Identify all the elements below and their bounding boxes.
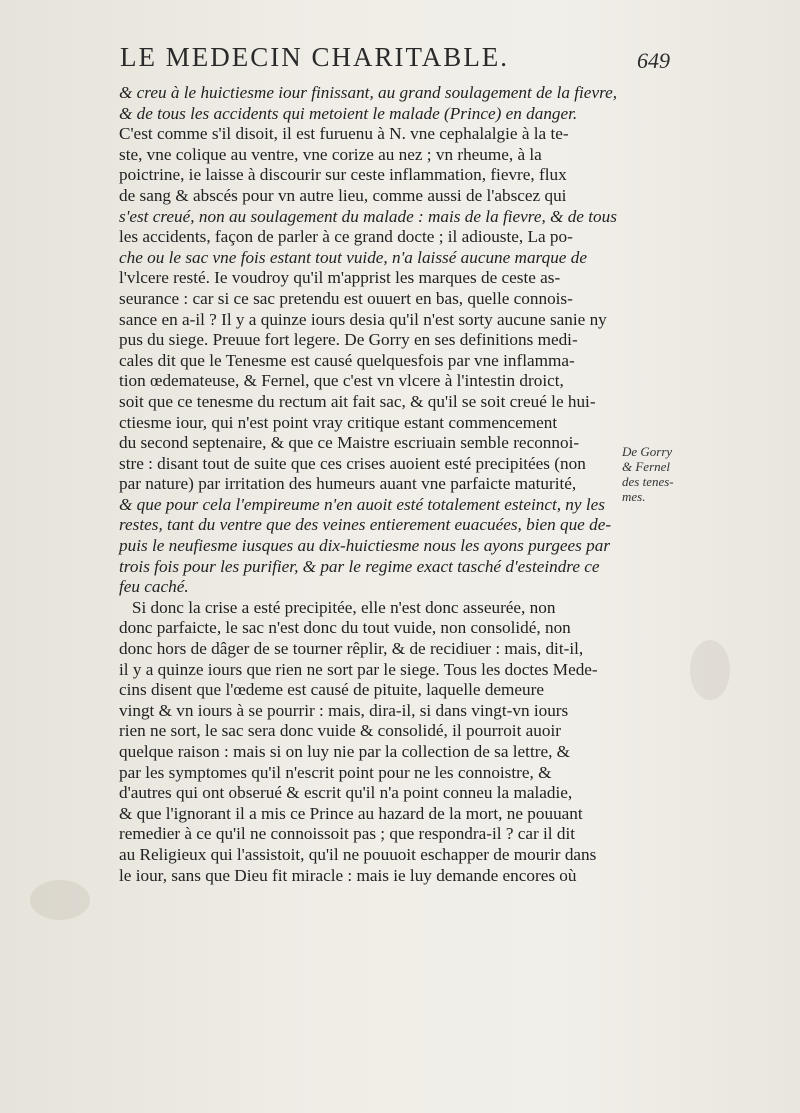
text-line: feu caché.	[119, 577, 189, 597]
text-line: du second septenaire, & que ce Maistre escriuain semble reconnoi-	[119, 433, 580, 453]
text-line: C'est comme s'il disoit, il est furuenu à N. vne cephalalgie à la te-	[119, 124, 569, 144]
text-line: au Religieux qui l'assistoit, qu'il ne pouuoit eschapper de mourir dans	[119, 844, 597, 864]
text-line: trois fois pour les purifier, & par le regime exact tasché d'esteindre ce	[119, 556, 600, 576]
text-line: pus du siege. Preuue fort legere. De Gorry en ses definitions medi-	[119, 330, 578, 350]
text-line: ste, vne colique au ventre, vne corize au nez ; vn rheume, à la	[119, 144, 542, 164]
text-line: remedier à ce qu'il ne connoissoit pas ; que respondra-il ? car il dit	[119, 824, 576, 844]
text-line: sance en a-il ? Il y a quinze iours desia qu'il n'est sorty aucune sanie ny	[119, 309, 607, 329]
text-line: seurance : car si ce sac pretendu est ouuert en bas, quelle connois-	[119, 288, 573, 308]
paper-stain	[690, 640, 730, 700]
margin-note-line: des tenes-	[622, 474, 674, 489]
text-line: par les symptomes qu'il n'escrit point pour ne les connoistre, &	[119, 762, 552, 782]
text-line: che ou le sac vne fois estant tout vuide, n'a laissé aucune marque de	[119, 247, 587, 267]
text-line: Si donc la crise a esté precipitée, elle n'est donc asseurée, non	[119, 597, 556, 617]
text-line: le iour, sans que Dieu fit miracle : mais ie luy demande encores où	[119, 865, 577, 885]
text-line: poictrine, ie laisse à discourir sur ceste inflammation, fievre, flux	[119, 165, 567, 185]
text-line: stre : disant tout de suite que ces crises auoient esté precipitées (non	[119, 453, 586, 473]
text-line: restes, tant du ventre que des veines entierement euacuées, bien que de-	[119, 515, 612, 535]
text-line: vingt & vn iours à se pourrir : mais, dira-il, si dans vingt-vn iours	[119, 700, 569, 720]
running-title: LE MEDECIN CHARITABLE.	[120, 42, 510, 72]
text-line: quelque raison : mais si on luy nie par la collection de sa lettre, &	[119, 742, 571, 761]
text-line: & de tous les accidents qui metoient le malade (Prince) en danger.	[119, 103, 578, 123]
text-line: cins disent que l'œdeme est causé de pituite, laquelle demeure	[119, 680, 544, 700]
text-line: & creu à le huictiesme iour finissant, au grand soulagement de la fievre,	[119, 83, 618, 102]
paper-stain	[30, 880, 90, 920]
text-line: tion œdemateuse, & Fernel, que c'est vn vlcere à l'intestin droict,	[119, 371, 564, 391]
text-line: puis le neufiesme iusques au dix-huictiesme nous les ayons purgees par	[119, 536, 611, 556]
margin-note-line: De Gorry	[622, 444, 673, 459]
margin-note	[622, 444, 692, 504]
text-line: & que pour cela l'empireume n'en auoit esté totalement esteinct, ny les	[119, 494, 605, 514]
text-line: d'autres qui ont obserué & escrit qu'il n'a point conneu la maladie,	[119, 783, 573, 803]
text-line: soit que ce tenesme du rectum ait fait sac, & qu'il se soit creué le hui-	[119, 391, 596, 411]
page-number: 649	[637, 48, 670, 73]
page-header	[120, 42, 680, 76]
text-line: rien ne sort, le sac sera donc vuide & consolidé, il pourroit auoir	[119, 721, 561, 741]
text-line: ctiesme iour, qui n'est point vray critique estant commencement	[119, 412, 558, 432]
text-line: de sang & abscés pour vn autre lieu, comme aussi de l'abscez qui	[119, 185, 567, 205]
body-text	[119, 83, 618, 886]
text-line: donc parfaicte, le sac n'est donc du tout vuide, non consolidé, non	[119, 618, 571, 638]
text-line: s'est creué, non au soulagement du malade : mais de la fievre, & de tous	[119, 206, 617, 226]
margin-note-line: & Fernel	[622, 459, 671, 474]
text-line: par nature) par irritation des humeurs auant vne parfaicte maturité,	[119, 474, 577, 494]
text-line: cales dit que le Tenesme est causé quelquesfois par vne inflamma-	[119, 350, 575, 370]
text-line: les accidents, façon de parler à ce grand docte ; il adiouste, La po-	[119, 227, 573, 247]
text-line: & que l'ignorant il a mis ce Prince au hazard de la mort, ne pouuant	[119, 803, 583, 823]
margin-note-line: mes.	[622, 489, 646, 504]
text-line: donc hors de dâger de se tourner rêplir, & de recidiuer : mais, dit-il,	[119, 639, 584, 659]
text-line: il y a quinze iours que rien ne sort par le siege. Tous les doctes Mede-	[119, 659, 598, 679]
text-line: l'vlcere resté. Ie voudroy qu'il m'apprist les marques de ceste as-	[119, 268, 561, 288]
